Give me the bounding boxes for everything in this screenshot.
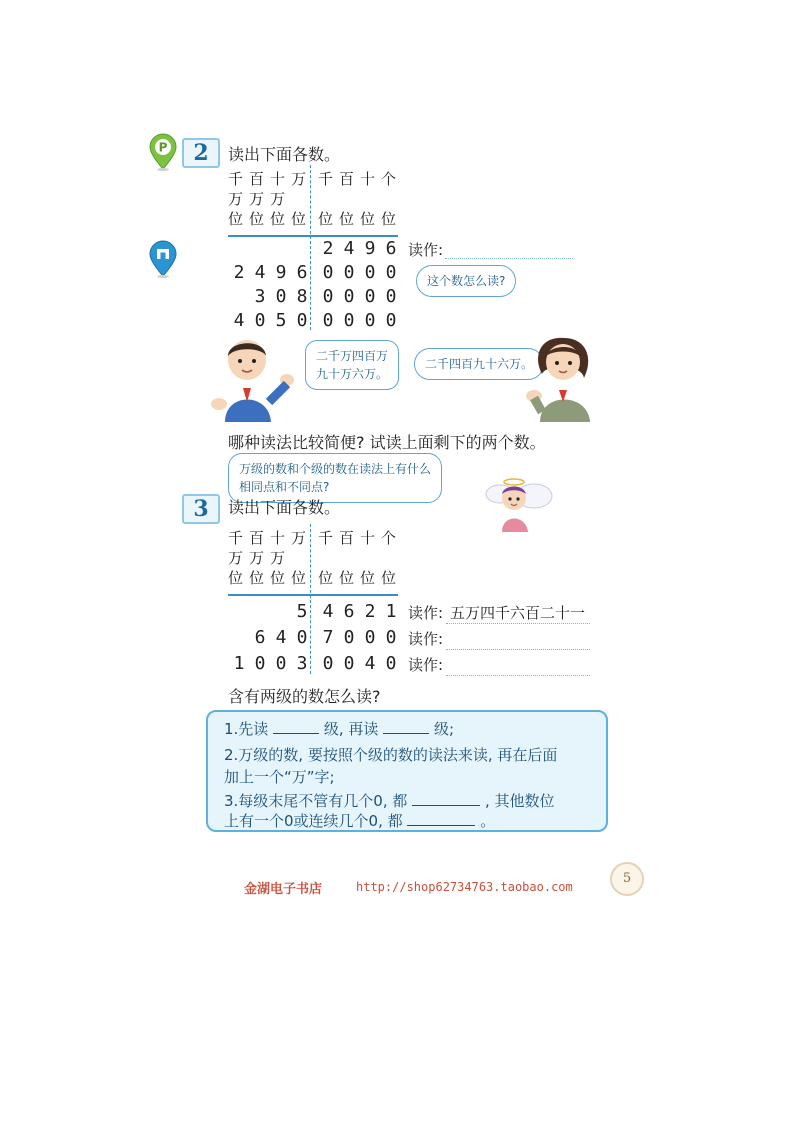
boy-illustration xyxy=(205,336,300,422)
read-answer-blank[interactable] xyxy=(446,629,590,650)
place-header-right-row1: 千百十个 xyxy=(318,170,403,188)
digit-ge: 0 xyxy=(343,653,355,674)
digit-ge: 2 xyxy=(364,601,376,622)
rule-3: 3.每级末尾不管有几个0, 都 , 其他数位 xyxy=(224,792,555,810)
place-header-row1: 千百十万 xyxy=(228,170,313,188)
digit-wan: 0 xyxy=(254,653,266,674)
angel-illustration xyxy=(478,474,554,534)
place-header-right-row3: 位位位位 xyxy=(318,210,403,228)
svg-text:P: P xyxy=(158,140,168,155)
digit-ge: 4 xyxy=(343,238,355,259)
digit-ge: 0 xyxy=(322,653,334,674)
digit-ge: 0 xyxy=(343,262,355,283)
place-header-row3: 位位位位 xyxy=(228,210,313,228)
read-answer-blank[interactable] xyxy=(446,655,590,676)
digit-ge: 0 xyxy=(322,262,334,283)
read-label: 读作: xyxy=(408,630,444,648)
rule-3-continued: 上有一个0或连续几个0, 都 。 xyxy=(224,812,496,830)
store-name: 金湖电子书店 xyxy=(244,882,323,897)
digit-ge: 0 xyxy=(364,262,376,283)
place-header-right-row3: 位位位位 xyxy=(318,569,403,587)
table-rule xyxy=(228,235,398,237)
place-header-row1: 千百十万 xyxy=(228,529,313,547)
digit-ge: 0 xyxy=(364,286,376,307)
question-bubble: 这个数怎么读? xyxy=(416,265,516,297)
angel-speech-bubble: 万级的数和个级的数在读法上有什么 相同点和不同点? xyxy=(228,453,442,503)
p-pin-icon xyxy=(148,133,178,171)
page-number: 5 xyxy=(610,862,644,896)
reading-rules-box xyxy=(206,710,608,832)
digit-wan: 0 xyxy=(296,310,308,331)
read-label: 读作: xyxy=(408,241,444,259)
exercise-heading: 读出下面各数。 xyxy=(228,498,341,517)
digit-ge: 0 xyxy=(364,310,376,331)
digit-ge: 0 xyxy=(385,262,397,283)
digit-wan: 6 xyxy=(296,262,308,283)
rule-2-continued: 加上一个“万”字; xyxy=(224,768,335,786)
place-header-row3: 位位位位 xyxy=(228,569,313,587)
digit-ge: 4 xyxy=(322,601,334,622)
digit-wan: 3 xyxy=(296,653,308,674)
digit-ge: 0 xyxy=(322,286,334,307)
digit-ge: 1 xyxy=(385,601,397,622)
fill-blank[interactable] xyxy=(273,719,319,734)
comparison-question: 哪种读法比较简便? 试读上面剩下的两个数。 xyxy=(228,433,546,452)
two-level-question: 含有两级的数怎么读? xyxy=(228,687,381,706)
digit-ge: 0 xyxy=(322,310,334,331)
level-divider xyxy=(310,524,311,674)
digit-wan: 4 xyxy=(233,310,245,331)
digit-ge: 0 xyxy=(385,653,397,674)
digit-ge: 0 xyxy=(343,627,355,648)
place-header-row2: 万万万 xyxy=(228,190,292,208)
digit-ge: 4 xyxy=(364,653,376,674)
girl-speech-bubble: 二千四百九十六万。 xyxy=(414,348,544,380)
digit-ge: 0 xyxy=(385,310,397,331)
digit-wan: 0 xyxy=(275,653,287,674)
digit-ge: 0 xyxy=(385,627,397,648)
home-pin-icon xyxy=(148,240,178,278)
read-answer-blank[interactable] xyxy=(445,238,573,259)
exercise-heading: 读出下面各数。 xyxy=(228,145,341,164)
rule-2: 2.万级的数, 要按照个级的数的读法来读, 再在后面 xyxy=(224,746,558,764)
read-answer: 五万四千六百二十一 xyxy=(450,604,586,622)
boy-speech-bubble: 二千万四百万 九十万六万。 xyxy=(305,340,399,390)
digit-ge: 6 xyxy=(343,601,355,622)
digit-ge: 7 xyxy=(322,627,334,648)
digit-ge: 6 xyxy=(385,238,397,259)
girl-illustration xyxy=(522,334,600,422)
place-header-right-row1: 千百十个 xyxy=(318,529,403,547)
digit-ge: 0 xyxy=(364,627,376,648)
place-header-row2: 万万万 xyxy=(228,549,292,567)
digit-ge: 2 xyxy=(322,238,334,259)
exercise-number: 3 xyxy=(182,494,220,524)
rule-1: 1.先读 级, 再读 级; xyxy=(224,720,455,738)
exercise-number: 2 xyxy=(182,138,220,168)
digit-wan: 0 xyxy=(296,627,308,648)
table-rule xyxy=(228,594,398,596)
digit-wan: 0 xyxy=(254,310,266,331)
fill-blank[interactable] xyxy=(407,811,475,826)
read-label: 读作: xyxy=(408,604,444,622)
digit-wan: 4 xyxy=(275,627,287,648)
digit-ge: 0 xyxy=(385,286,397,307)
digit-wan: 0 xyxy=(275,286,287,307)
digit-wan: 9 xyxy=(275,262,287,283)
read-label: 读作: xyxy=(408,656,444,674)
digit-wan: 4 xyxy=(254,262,266,283)
digit-ge: 9 xyxy=(364,238,376,259)
digit-wan: 8 xyxy=(296,286,308,307)
digit-wan: 2 xyxy=(233,262,245,283)
digit-wan: 6 xyxy=(254,627,266,648)
digit-wan: 5 xyxy=(296,601,308,622)
fill-blank[interactable] xyxy=(383,719,429,734)
digit-ge: 0 xyxy=(343,286,355,307)
digit-wan: 5 xyxy=(275,310,287,331)
digit-wan: 3 xyxy=(254,286,266,307)
digit-ge: 0 xyxy=(343,310,355,331)
digit-wan: 1 xyxy=(233,653,245,674)
store-url[interactable]: http://shop62734763.taobao.com xyxy=(356,880,573,894)
fill-blank[interactable] xyxy=(412,791,480,806)
